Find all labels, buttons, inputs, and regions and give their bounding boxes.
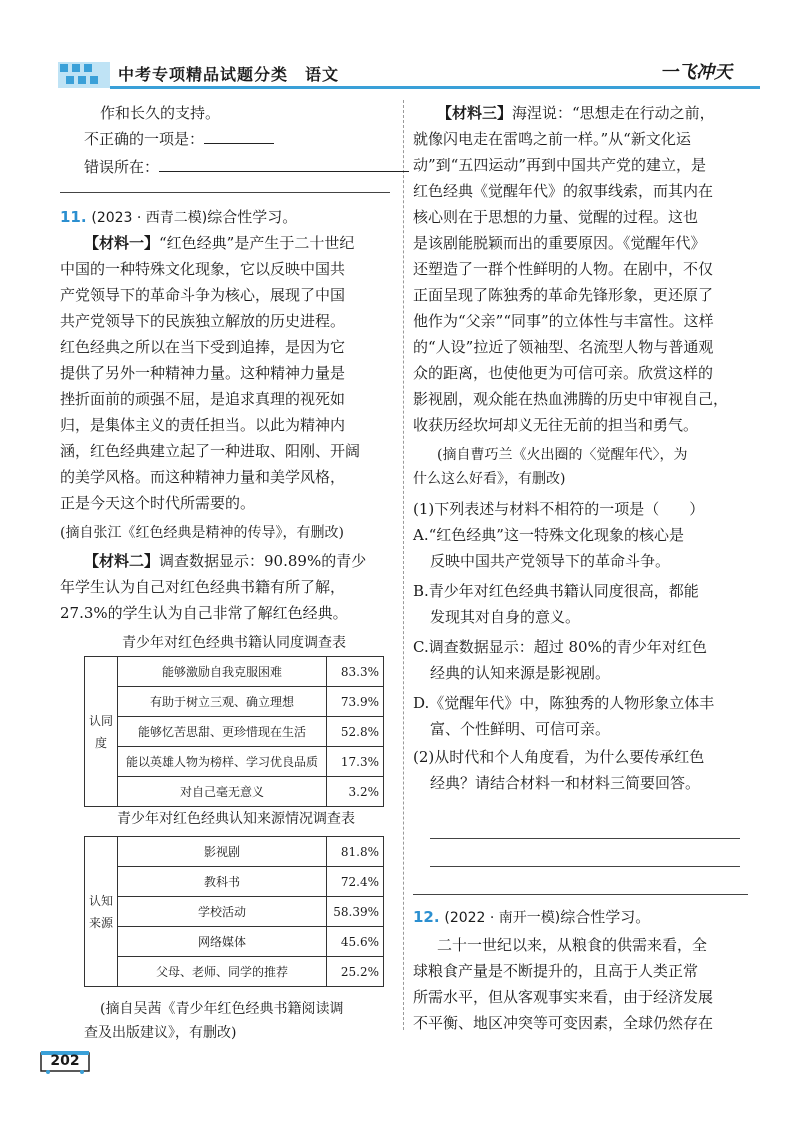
sub-question-2: (2)从时代和个人角度看，为什么要传承红色 — [413, 748, 705, 766]
material3-line: 收获历经坎坷却义无往无前的担当和勇气。 — [413, 416, 699, 434]
table1-caption: 青少年对红色经典书籍认同度调查表 — [122, 635, 346, 651]
material3-line: 是该剧能脱颖而出的重要原因。《觉醒年代》 — [413, 234, 706, 252]
error-location-blank[interactable] — [159, 155, 409, 172]
table-cell-value: 25.2% — [327, 957, 384, 987]
table-cell-item: 有助于树立三观、确立理想 — [118, 687, 327, 717]
material3-line: 他作为“父亲”“同事”的立体性与丰富性。这样 — [413, 312, 714, 330]
option-b[interactable]: B.青少年对红色经典书籍认同度很高，都能 — [413, 582, 699, 600]
q12-number: 12. — [413, 908, 440, 926]
table1 — [84, 656, 384, 807]
q11-header — [60, 204, 297, 231]
q12-source: (2022 · 南开一模) — [444, 910, 561, 926]
material3-tag: 【材料三】 — [437, 104, 513, 122]
q12-line: 所需水平，但从客观事实来看，由于经济发展 — [413, 988, 714, 1006]
table-cell-value: 81.8% — [327, 837, 384, 867]
table-cell-item: 父母、老师、同学的推荐 — [118, 957, 327, 987]
material3-line: 正面呈现了陈独秀的革命先锋形象，更还原了 — [413, 286, 714, 304]
table2-category: 认知来源 — [85, 837, 118, 987]
q12-task: 综合性学习。 — [560, 908, 651, 926]
incorrect-item-question — [84, 126, 274, 152]
table-cell-item: 对自己毫无意义 — [118, 777, 327, 807]
table-cell-item: 学校活动 — [118, 897, 327, 927]
material3-source: (摘自曹巧兰《火出圈的〈觉醒年代〉，为 — [437, 447, 688, 463]
material1-tag: 【材料一】 — [84, 234, 160, 252]
column-divider — [403, 100, 404, 1030]
q12-line: 球粮食产量是不断提升的，且高于人类正常 — [413, 962, 699, 980]
material1-line: 共产党领导下的民族独立解放的历史进程。 — [60, 312, 346, 330]
material3-line: 众的距离，也使他更为可信可亲。欣赏这样的 — [413, 364, 714, 382]
material1-line: 涵，红色经典建立起了一种进取、阳刚、开阔 — [60, 442, 361, 460]
material2-tag: 【材料二】 — [84, 552, 160, 570]
material2-line: 27.3%的学生认为自己非常了解红色经典。 — [60, 604, 348, 622]
material1-line: 产党领导下的革命斗争为核心，展现了中国 — [60, 286, 346, 304]
table-cell-value: 45.6% — [327, 927, 384, 957]
table-row — [85, 897, 384, 927]
table-cell-item: 影视剧 — [118, 837, 327, 867]
header-brand: 一飞冲天 — [660, 62, 732, 83]
material1-line: 红色经典之所以在当下受到追捧，是因为它 — [60, 338, 346, 356]
continued-line: 作和长久的支持。 — [100, 104, 221, 122]
incorrect-item-label: 不正确的一项是： — [84, 130, 205, 148]
answer-separator — [413, 894, 748, 895]
table-cell-value: 73.9% — [327, 687, 384, 717]
table-row — [85, 927, 384, 957]
material1-line: 正是今天这个时代所需要的。 — [60, 494, 256, 512]
sub-question-2-cont: 经典？请结合材料一和材料三简要回答。 — [430, 774, 701, 792]
q11-number: 11. — [60, 208, 87, 226]
material2-source: 查及出版建议》，有删改) — [84, 1025, 237, 1041]
table-cell-value: 72.4% — [327, 867, 384, 897]
material3-line: 海涅说：“思想走在行动之前， — [512, 104, 715, 122]
header-logo-icon — [58, 58, 110, 88]
material3-line: 红色经典《觉醒年代》的叙事线索，而其内在 — [413, 182, 714, 200]
header-title: 中考专项精品试题分类 语文 — [118, 65, 340, 84]
answer-line[interactable] — [430, 866, 740, 867]
error-location-question — [84, 154, 409, 180]
material1-source: (摘自张江《红色经典是精神的传导》，有删改) — [60, 525, 344, 541]
table-row — [85, 657, 384, 687]
header-rule — [110, 86, 760, 89]
material3-first-line — [437, 100, 715, 126]
table-cell-item: 能以英雄人物为榜样、学习优良品质 — [118, 747, 327, 777]
table-cell-value: 3.2% — [327, 777, 384, 807]
table-cell-value: 83.3% — [327, 657, 384, 687]
answer-line[interactable] — [430, 838, 740, 839]
table-cell-value: 58.39% — [327, 897, 384, 927]
table-cell-item: 能够忆苦思甜、更珍惜现在生活 — [118, 717, 327, 747]
table-row — [85, 867, 384, 897]
material1-line: 提供了另外一种精神力量。这种精神力量是 — [60, 364, 346, 382]
material1-line: 的美学风格。而这种精神力量和美学风格， — [60, 468, 346, 486]
table-cell-value: 52.8% — [327, 717, 384, 747]
material3-line: 还塑造了一群个性鲜明的人物。在剧中，不仅 — [413, 260, 714, 278]
table2-caption: 青少年对红色经典认知来源情况调查表 — [117, 811, 355, 827]
error-location-label: 错误所在： — [84, 158, 160, 176]
table-cell-value: 17.3% — [327, 747, 384, 777]
option-c[interactable]: C.调查数据显示：超过 80%的青少年对红色 — [413, 638, 707, 656]
incorrect-item-blank[interactable] — [204, 127, 274, 144]
table-cell-item: 能够激励自我克服困难 — [118, 657, 327, 687]
option-a[interactable]: A.“红色经典”这一特殊文化现象的核心是 — [413, 526, 684, 544]
table-cell-item: 网络媒体 — [118, 927, 327, 957]
option-d-cont: 富、个性鲜明、可信可亲。 — [430, 720, 611, 738]
material1-line: 挫折面前的顽强不屈，是追求真理的视死如 — [60, 390, 346, 408]
material1-line: 中国的一种特殊文化现象，它以反映中国共 — [60, 260, 346, 278]
table2 — [84, 836, 384, 987]
option-d[interactable]: D.《觉醒年代》中，陈独秀的人物形象立体丰 — [413, 694, 715, 712]
table-cell-item: 教科书 — [118, 867, 327, 897]
table-row — [85, 837, 384, 867]
material3-line: 就像闪电走在雷鸣之前一样。”从“新文化运 — [413, 130, 691, 148]
sub-question-1: (1)下列表述与材料不相符的一项是（ ） — [413, 500, 705, 518]
table-row — [85, 777, 384, 807]
option-c-cont: 经典的认知来源是影视剧。 — [430, 664, 611, 682]
material3-line: 核心则在于思想的力量、觉醒的过程。这也 — [413, 208, 699, 226]
option-a-cont: 反映中国共产党领导下的革命斗争。 — [430, 552, 671, 570]
material3-source: 什么这么好看》，有删改) — [413, 471, 566, 487]
material1-line: “红色经典”是产生于二十世纪 — [159, 234, 355, 252]
material3-line: 动”到“五四运动”再到中国共产党的建立，是 — [413, 156, 707, 174]
material2-source: (摘自吴茜《青少年红色经典书籍阅读调 — [100, 1001, 344, 1017]
q12-line: 不平衡、地区冲突等可变因素，全球仍然存在 — [413, 1014, 714, 1032]
material3-line: 影视剧，观众能在热血沸腾的历史中审视自己， — [413, 390, 729, 408]
q12-header — [413, 904, 650, 931]
table-row — [85, 747, 384, 777]
table-row — [85, 717, 384, 747]
answer-separator — [60, 192, 390, 193]
material1-line: 归，是集体主义的责任担当。以此为精神内 — [60, 416, 346, 434]
q11-task: 综合性学习。 — [207, 208, 298, 226]
table-row — [85, 687, 384, 717]
q11-source: (2023 · 西青二模) — [91, 210, 208, 226]
table-row — [85, 957, 384, 987]
material1-first-line — [84, 230, 354, 256]
material2-line: 年学生认为自己对红色经典书籍有所了解， — [60, 578, 346, 596]
table1-category: 认同度 — [85, 657, 118, 807]
option-b-cont: 发现其对自身的意义。 — [430, 608, 581, 626]
material2-first-line — [84, 548, 366, 574]
material2-line: 调查数据显示：90.89%的青少 — [159, 552, 367, 570]
q12-line: 二十一世纪以来，从粮食的供需来看，全 — [437, 936, 708, 954]
material3-line: 的“人设”拉近了领袖型、名流型人物与普通观 — [413, 338, 714, 356]
page-number: 202 — [50, 1053, 80, 1069]
